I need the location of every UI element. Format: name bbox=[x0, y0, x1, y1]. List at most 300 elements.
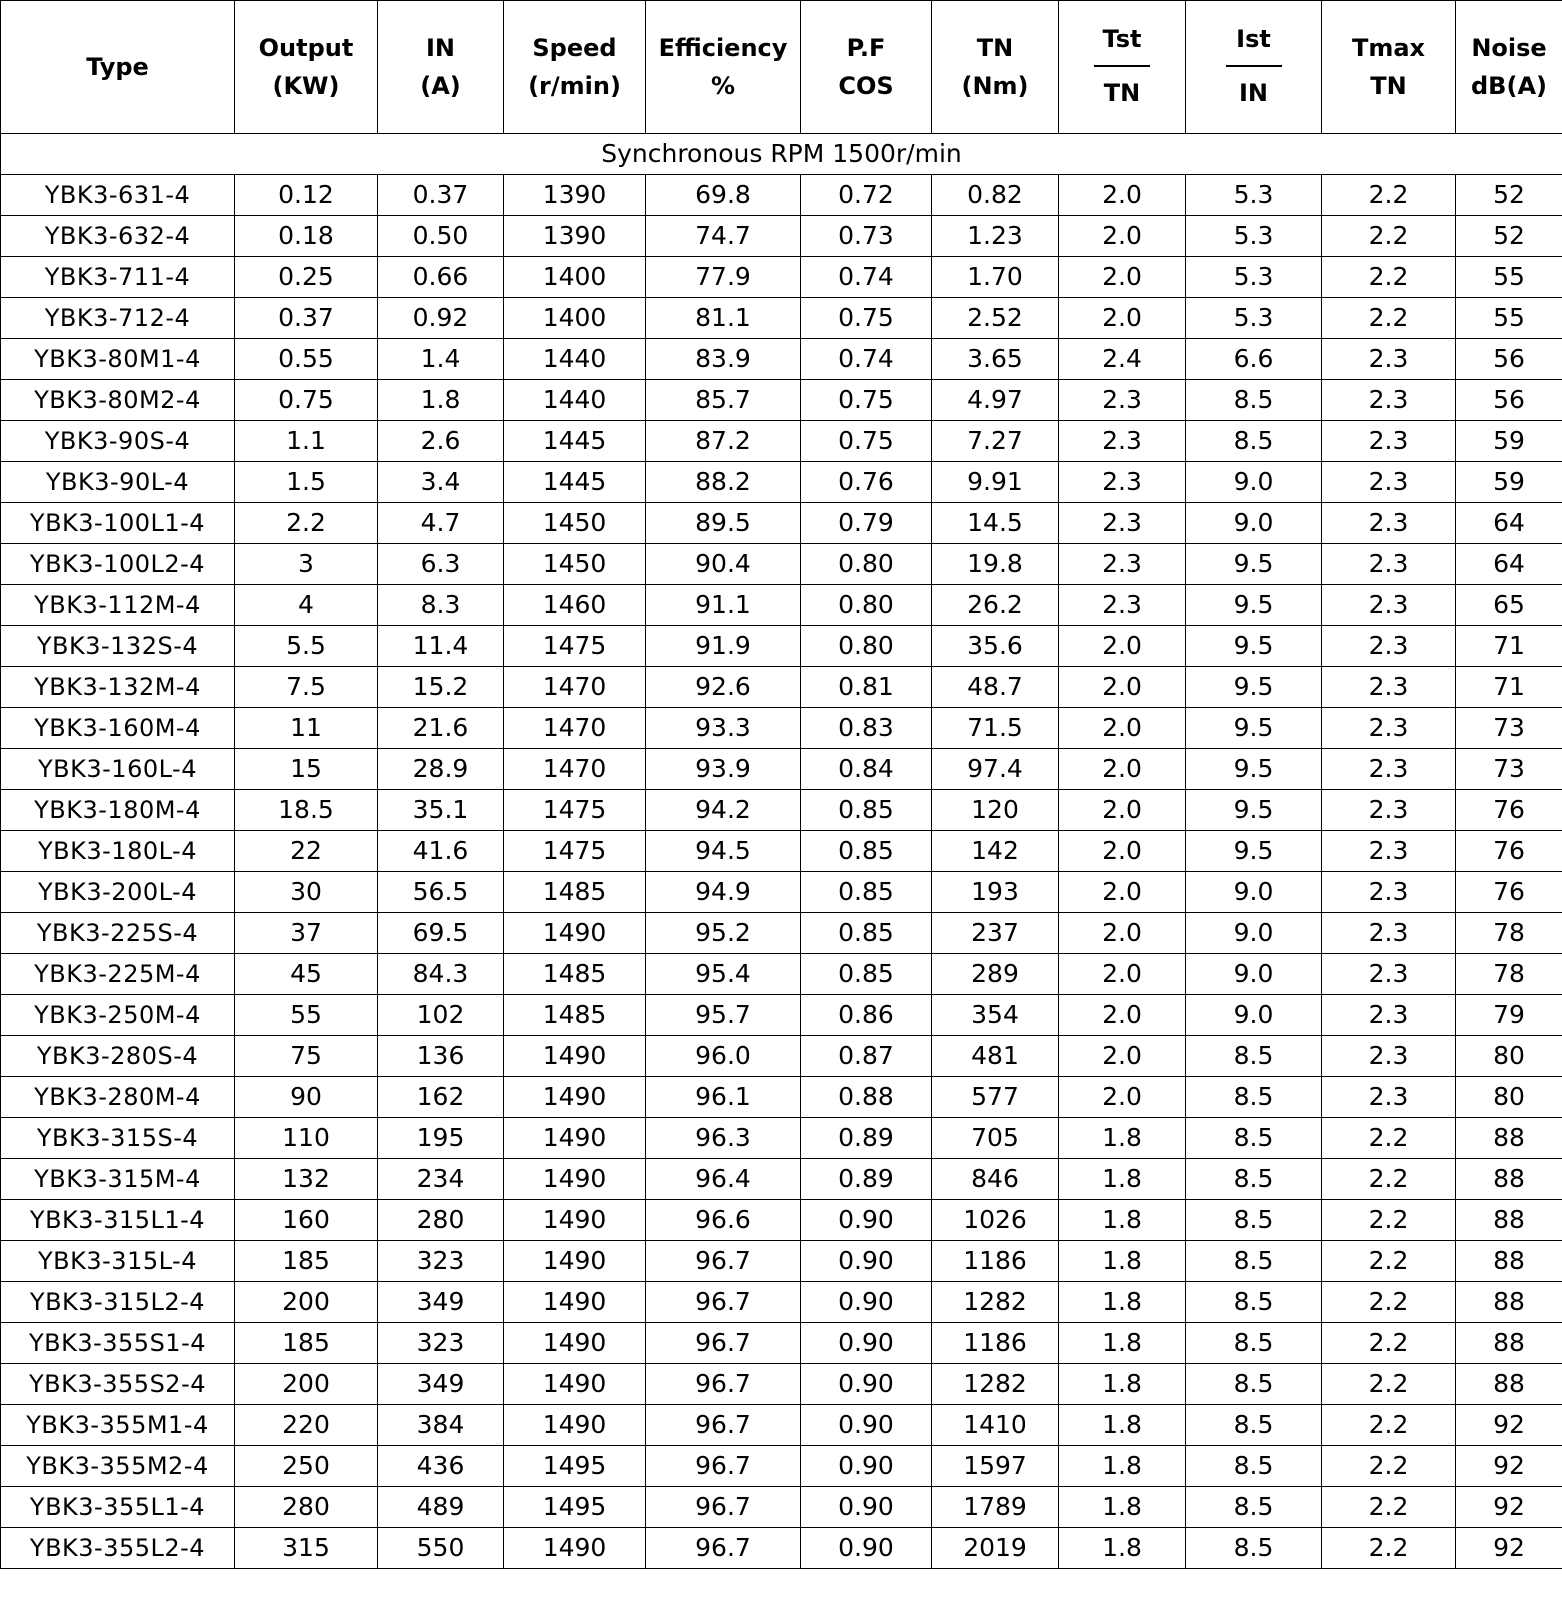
tst-tn-cell: 1.8 bbox=[1059, 1241, 1186, 1282]
type-cell: YBK3-315M-4 bbox=[1, 1159, 235, 1200]
tst-tn-cell: 2.3 bbox=[1059, 544, 1186, 585]
tn-cell: 1186 bbox=[932, 1241, 1059, 1282]
pf-cell: 0.90 bbox=[801, 1200, 932, 1241]
pf-cell: 0.87 bbox=[801, 1036, 932, 1077]
speed-cell: 1390 bbox=[504, 216, 646, 257]
tmax-tn-cell: 2.3 bbox=[1322, 626, 1456, 667]
efficiency-cell: 85.7 bbox=[646, 380, 801, 421]
efficiency-cell: 96.3 bbox=[646, 1118, 801, 1159]
tst-tn-fraction bbox=[1094, 23, 1150, 109]
output-cell: 22 bbox=[235, 831, 378, 872]
output-cell: 0.55 bbox=[235, 339, 378, 380]
output-cell: 250 bbox=[235, 1446, 378, 1487]
tst-tn-cell: 2.0 bbox=[1059, 913, 1186, 954]
noise-cell: 88 bbox=[1456, 1159, 1562, 1200]
header-efficiency-unit: % bbox=[710, 72, 736, 100]
speed-cell: 1400 bbox=[504, 298, 646, 339]
tst-tn-cell: 2.0 bbox=[1059, 667, 1186, 708]
tn-cell: 1789 bbox=[932, 1487, 1059, 1528]
tst-tn-cell: 1.8 bbox=[1059, 1528, 1186, 1569]
in-cell: 1.4 bbox=[378, 339, 504, 380]
speed-cell: 1450 bbox=[504, 503, 646, 544]
tn-cell: 35.6 bbox=[932, 626, 1059, 667]
table-row bbox=[1, 1323, 1562, 1364]
ist-in-cell: 9.0 bbox=[1186, 503, 1322, 544]
in-cell: 489 bbox=[378, 1487, 504, 1528]
noise-cell: 71 bbox=[1456, 667, 1562, 708]
noise-cell: 71 bbox=[1456, 626, 1562, 667]
output-cell: 37 bbox=[235, 913, 378, 954]
tn-cell: 481 bbox=[932, 1036, 1059, 1077]
tn-cell: 705 bbox=[932, 1118, 1059, 1159]
efficiency-cell: 69.8 bbox=[646, 175, 801, 216]
tst-tn-cell: 1.8 bbox=[1059, 1487, 1186, 1528]
efficiency-cell: 94.9 bbox=[646, 872, 801, 913]
in-cell: 1.8 bbox=[378, 380, 504, 421]
type-cell: YBK3-180M-4 bbox=[1, 790, 235, 831]
table-row bbox=[1, 544, 1562, 585]
pf-cell: 0.90 bbox=[801, 1364, 932, 1405]
header-noise-unit: dB(A) bbox=[1471, 72, 1547, 100]
tn-cell: 4.97 bbox=[932, 380, 1059, 421]
header-speed bbox=[504, 1, 646, 134]
in-cell: 0.66 bbox=[378, 257, 504, 298]
type-cell: YBK3-632-4 bbox=[1, 216, 235, 257]
speed-cell: 1475 bbox=[504, 626, 646, 667]
pf-cell: 0.83 bbox=[801, 708, 932, 749]
tmax-tn-cell: 2.3 bbox=[1322, 667, 1456, 708]
efficiency-cell: 96.1 bbox=[646, 1077, 801, 1118]
pf-cell: 0.86 bbox=[801, 995, 932, 1036]
tst-tn-cell: 2.0 bbox=[1059, 257, 1186, 298]
tn-cell: 3.65 bbox=[932, 339, 1059, 380]
ist-in-cell: 8.5 bbox=[1186, 1528, 1322, 1569]
tn-cell: 354 bbox=[932, 995, 1059, 1036]
tst-tn-cell: 1.8 bbox=[1059, 1323, 1186, 1364]
table-row bbox=[1, 1159, 1562, 1200]
tst-tn-cell: 2.3 bbox=[1059, 462, 1186, 503]
in-cell: 35.1 bbox=[378, 790, 504, 831]
tn-cell: 846 bbox=[932, 1159, 1059, 1200]
efficiency-cell: 92.6 bbox=[646, 667, 801, 708]
tn-cell: 26.2 bbox=[932, 585, 1059, 626]
tst-tn-cell: 2.0 bbox=[1059, 831, 1186, 872]
in-cell: 349 bbox=[378, 1364, 504, 1405]
efficiency-cell: 96.7 bbox=[646, 1323, 801, 1364]
header-tmax-tn bbox=[1322, 1, 1456, 134]
speed-cell: 1475 bbox=[504, 790, 646, 831]
tmax-tn-cell: 2.3 bbox=[1322, 831, 1456, 872]
tst-tn-cell: 2.0 bbox=[1059, 626, 1186, 667]
output-cell: 5.5 bbox=[235, 626, 378, 667]
pf-cell: 0.90 bbox=[801, 1487, 932, 1528]
tst-tn-cell: 2.3 bbox=[1059, 380, 1186, 421]
table-row bbox=[1, 257, 1562, 298]
type-cell: YBK3-315L1-4 bbox=[1, 1200, 235, 1241]
header-efficiency bbox=[646, 1, 801, 134]
table-row bbox=[1, 1036, 1562, 1077]
table-row bbox=[1, 790, 1562, 831]
table-row bbox=[1, 380, 1562, 421]
efficiency-cell: 91.9 bbox=[646, 626, 801, 667]
header-output bbox=[235, 1, 378, 134]
tn-cell: 1282 bbox=[932, 1282, 1059, 1323]
in-cell: 11.4 bbox=[378, 626, 504, 667]
pf-cell: 0.85 bbox=[801, 913, 932, 954]
header-row bbox=[1, 1, 1562, 134]
tst-tn-cell: 2.0 bbox=[1059, 872, 1186, 913]
output-cell: 18.5 bbox=[235, 790, 378, 831]
ist-in-cell: 9.0 bbox=[1186, 913, 1322, 954]
output-cell: 4 bbox=[235, 585, 378, 626]
tmax-tn-cell: 2.3 bbox=[1322, 1036, 1456, 1077]
type-cell: YBK3-355M1-4 bbox=[1, 1405, 235, 1446]
ist-in-cell: 5.3 bbox=[1186, 175, 1322, 216]
tst-tn-cell: 2.3 bbox=[1059, 503, 1186, 544]
ist-in-fraction bbox=[1226, 23, 1282, 109]
ist-in-cell: 6.6 bbox=[1186, 339, 1322, 380]
ist-in-cell: 8.5 bbox=[1186, 1446, 1322, 1487]
header-tn bbox=[932, 1, 1059, 134]
noise-cell: 52 bbox=[1456, 216, 1562, 257]
efficiency-cell: 91.1 bbox=[646, 585, 801, 626]
in-cell: 136 bbox=[378, 1036, 504, 1077]
type-cell: YBK3-355S2-4 bbox=[1, 1364, 235, 1405]
type-cell: YBK3-280S-4 bbox=[1, 1036, 235, 1077]
pf-cell: 0.85 bbox=[801, 790, 932, 831]
tn-cell: 1410 bbox=[932, 1405, 1059, 1446]
type-cell: YBK3-355L2-4 bbox=[1, 1528, 235, 1569]
ist-in-cell: 8.5 bbox=[1186, 1200, 1322, 1241]
header-tn-unit: (Nm) bbox=[961, 72, 1029, 100]
header-tmax-unit: TN bbox=[1370, 72, 1407, 100]
header-noise-label: Noise bbox=[1471, 34, 1547, 62]
in-cell: 4.7 bbox=[378, 503, 504, 544]
tst-tn-cell: 1.8 bbox=[1059, 1118, 1186, 1159]
in-cell: 3.4 bbox=[378, 462, 504, 503]
tn-cell: 0.82 bbox=[932, 175, 1059, 216]
tst-tn-cell: 2.0 bbox=[1059, 749, 1186, 790]
tn-cell: 1026 bbox=[932, 1200, 1059, 1241]
noise-cell: 88 bbox=[1456, 1282, 1562, 1323]
tn-cell: 1597 bbox=[932, 1446, 1059, 1487]
pf-cell: 0.75 bbox=[801, 380, 932, 421]
speed-cell: 1490 bbox=[504, 1323, 646, 1364]
ist-in-cell: 8.5 bbox=[1186, 1118, 1322, 1159]
output-cell: 200 bbox=[235, 1364, 378, 1405]
efficiency-cell: 74.7 bbox=[646, 216, 801, 257]
output-cell: 1.1 bbox=[235, 421, 378, 462]
noise-cell: 92 bbox=[1456, 1528, 1562, 1569]
in-cell: 162 bbox=[378, 1077, 504, 1118]
type-cell: YBK3-355S1-4 bbox=[1, 1323, 235, 1364]
tst-tn-cell: 2.0 bbox=[1059, 1077, 1186, 1118]
tmax-tn-cell: 2.2 bbox=[1322, 1241, 1456, 1282]
type-cell: YBK3-80M2-4 bbox=[1, 380, 235, 421]
tmax-tn-cell: 2.3 bbox=[1322, 339, 1456, 380]
pf-cell: 0.74 bbox=[801, 339, 932, 380]
type-cell: YBK3-160M-4 bbox=[1, 708, 235, 749]
speed-cell: 1490 bbox=[504, 1241, 646, 1282]
efficiency-cell: 96.7 bbox=[646, 1364, 801, 1405]
output-cell: 200 bbox=[235, 1282, 378, 1323]
ist-in-cell: 5.3 bbox=[1186, 298, 1322, 339]
tst-tn-cell: 1.8 bbox=[1059, 1364, 1186, 1405]
in-cell: 234 bbox=[378, 1159, 504, 1200]
ist-in-cell: 9.0 bbox=[1186, 954, 1322, 995]
section-title: Synchronous RPM 1500r/min bbox=[1, 134, 1562, 175]
tmax-tn-cell: 2.2 bbox=[1322, 1364, 1456, 1405]
table-row bbox=[1, 1405, 1562, 1446]
output-cell: 7.5 bbox=[235, 667, 378, 708]
ist-in-cell: 8.5 bbox=[1186, 1364, 1322, 1405]
type-cell: YBK3-315L2-4 bbox=[1, 1282, 235, 1323]
efficiency-cell: 96.4 bbox=[646, 1159, 801, 1200]
speed-cell: 1470 bbox=[504, 667, 646, 708]
speed-cell: 1440 bbox=[504, 380, 646, 421]
tn-cell: 289 bbox=[932, 954, 1059, 995]
header-type bbox=[1, 1, 235, 134]
tmax-tn-cell: 2.3 bbox=[1322, 585, 1456, 626]
noise-cell: 78 bbox=[1456, 913, 1562, 954]
output-cell: 0.12 bbox=[235, 175, 378, 216]
table-row bbox=[1, 1077, 1562, 1118]
type-cell: YBK3-90S-4 bbox=[1, 421, 235, 462]
ist-numerator: Ist bbox=[1236, 24, 1271, 53]
tn-cell: 193 bbox=[932, 872, 1059, 913]
in-cell: 15.2 bbox=[378, 667, 504, 708]
table-row bbox=[1, 913, 1562, 954]
fraction-bar bbox=[1226, 65, 1282, 67]
type-cell: YBK3-355L1-4 bbox=[1, 1487, 235, 1528]
ist-in-cell: 8.5 bbox=[1186, 380, 1322, 421]
tn-cell: 142 bbox=[932, 831, 1059, 872]
tst-tn-cell: 2.0 bbox=[1059, 790, 1186, 831]
output-cell: 185 bbox=[235, 1241, 378, 1282]
header-in-unit: (A) bbox=[420, 72, 461, 100]
tst-tn-cell: 2.0 bbox=[1059, 954, 1186, 995]
ist-in-cell: 9.5 bbox=[1186, 749, 1322, 790]
table-row bbox=[1, 421, 1562, 462]
ist-in-cell: 5.3 bbox=[1186, 257, 1322, 298]
table-row bbox=[1, 1446, 1562, 1487]
pf-cell: 0.80 bbox=[801, 544, 932, 585]
noise-cell: 52 bbox=[1456, 175, 1562, 216]
type-cell: YBK3-225S-4 bbox=[1, 913, 235, 954]
ist-in-cell: 9.5 bbox=[1186, 708, 1322, 749]
header-efficiency-label: Efficiency bbox=[658, 34, 788, 62]
efficiency-cell: 96.7 bbox=[646, 1487, 801, 1528]
tmax-tn-cell: 2.2 bbox=[1322, 257, 1456, 298]
noise-cell: 88 bbox=[1456, 1241, 1562, 1282]
fraction-bar bbox=[1094, 65, 1150, 67]
in-cell: 41.6 bbox=[378, 831, 504, 872]
efficiency-cell: 87.2 bbox=[646, 421, 801, 462]
type-cell: YBK3-132M-4 bbox=[1, 667, 235, 708]
ist-in-cell: 8.5 bbox=[1186, 1487, 1322, 1528]
type-cell: YBK3-90L-4 bbox=[1, 462, 235, 503]
in-cell: 2.6 bbox=[378, 421, 504, 462]
efficiency-cell: 89.5 bbox=[646, 503, 801, 544]
table-row bbox=[1, 1241, 1562, 1282]
type-cell: YBK3-631-4 bbox=[1, 175, 235, 216]
in-cell: 436 bbox=[378, 1446, 504, 1487]
pf-cell: 0.76 bbox=[801, 462, 932, 503]
table-row bbox=[1, 216, 1562, 257]
output-cell: 132 bbox=[235, 1159, 378, 1200]
output-cell: 0.37 bbox=[235, 298, 378, 339]
tst-tn-cell: 2.3 bbox=[1059, 421, 1186, 462]
pf-cell: 0.85 bbox=[801, 831, 932, 872]
tst-tn-cell: 1.8 bbox=[1059, 1282, 1186, 1323]
tmax-tn-cell: 2.2 bbox=[1322, 1159, 1456, 1200]
output-cell: 2.2 bbox=[235, 503, 378, 544]
efficiency-cell: 96.7 bbox=[646, 1405, 801, 1446]
in-cell: 0.92 bbox=[378, 298, 504, 339]
in-cell: 56.5 bbox=[378, 872, 504, 913]
table-row bbox=[1, 749, 1562, 790]
tmax-tn-cell: 2.2 bbox=[1322, 1487, 1456, 1528]
ist-in-cell: 9.5 bbox=[1186, 544, 1322, 585]
tmax-tn-cell: 2.3 bbox=[1322, 503, 1456, 544]
speed-cell: 1450 bbox=[504, 544, 646, 585]
tmax-tn-cell: 2.3 bbox=[1322, 872, 1456, 913]
tst-tn-cell: 1.8 bbox=[1059, 1446, 1186, 1487]
tmax-tn-cell: 2.2 bbox=[1322, 1282, 1456, 1323]
pf-cell: 0.90 bbox=[801, 1528, 932, 1569]
efficiency-cell: 83.9 bbox=[646, 339, 801, 380]
ist-in-cell: 8.5 bbox=[1186, 1405, 1322, 1446]
table-row bbox=[1, 831, 1562, 872]
speed-cell: 1495 bbox=[504, 1487, 646, 1528]
pf-cell: 0.84 bbox=[801, 749, 932, 790]
ist-in-cell: 9.5 bbox=[1186, 585, 1322, 626]
output-cell: 11 bbox=[235, 708, 378, 749]
table-row bbox=[1, 175, 1562, 216]
type-cell: YBK3-200L-4 bbox=[1, 872, 235, 913]
efficiency-cell: 96.7 bbox=[646, 1241, 801, 1282]
speed-cell: 1475 bbox=[504, 831, 646, 872]
efficiency-cell: 94.2 bbox=[646, 790, 801, 831]
type-cell: YBK3-180L-4 bbox=[1, 831, 235, 872]
output-cell: 0.75 bbox=[235, 380, 378, 421]
tn-cell: 1.23 bbox=[932, 216, 1059, 257]
output-cell: 280 bbox=[235, 1487, 378, 1528]
pf-cell: 0.72 bbox=[801, 175, 932, 216]
efficiency-cell: 77.9 bbox=[646, 257, 801, 298]
speed-cell: 1445 bbox=[504, 421, 646, 462]
in-cell: 8.3 bbox=[378, 585, 504, 626]
efficiency-cell: 93.9 bbox=[646, 749, 801, 790]
table-row bbox=[1, 585, 1562, 626]
tmax-tn-cell: 2.3 bbox=[1322, 708, 1456, 749]
header-tn-label: TN bbox=[976, 34, 1014, 62]
pf-cell: 0.89 bbox=[801, 1159, 932, 1200]
pf-cell: 0.89 bbox=[801, 1118, 932, 1159]
tn-cell: 97.4 bbox=[932, 749, 1059, 790]
output-cell: 90 bbox=[235, 1077, 378, 1118]
tmax-tn-cell: 2.3 bbox=[1322, 544, 1456, 585]
section-row bbox=[1, 134, 1562, 175]
type-cell: YBK3-112M-4 bbox=[1, 585, 235, 626]
speed-cell: 1490 bbox=[504, 1528, 646, 1569]
type-cell: YBK3-100L1-4 bbox=[1, 503, 235, 544]
pf-cell: 0.90 bbox=[801, 1282, 932, 1323]
tn-cell: 2019 bbox=[932, 1528, 1059, 1569]
speed-cell: 1400 bbox=[504, 257, 646, 298]
efficiency-cell: 96.7 bbox=[646, 1446, 801, 1487]
tn-cell: 1186 bbox=[932, 1323, 1059, 1364]
noise-cell: 59 bbox=[1456, 421, 1562, 462]
ist-in-cell: 5.3 bbox=[1186, 216, 1322, 257]
noise-cell: 76 bbox=[1456, 831, 1562, 872]
pf-cell: 0.90 bbox=[801, 1241, 932, 1282]
noise-cell: 76 bbox=[1456, 872, 1562, 913]
noise-cell: 64 bbox=[1456, 503, 1562, 544]
speed-cell: 1490 bbox=[504, 1036, 646, 1077]
tmax-tn-cell: 2.2 bbox=[1322, 1528, 1456, 1569]
in-cell: 195 bbox=[378, 1118, 504, 1159]
in-cell: 349 bbox=[378, 1282, 504, 1323]
table-row bbox=[1, 1487, 1562, 1528]
output-cell: 45 bbox=[235, 954, 378, 995]
tmax-tn-cell: 2.3 bbox=[1322, 462, 1456, 503]
output-cell: 0.25 bbox=[235, 257, 378, 298]
pf-cell: 0.90 bbox=[801, 1405, 932, 1446]
output-cell: 0.18 bbox=[235, 216, 378, 257]
header-ist-in bbox=[1186, 1, 1322, 134]
output-cell: 15 bbox=[235, 749, 378, 790]
pf-cell: 0.75 bbox=[801, 421, 932, 462]
header-speed-unit: (r/min) bbox=[528, 72, 621, 100]
noise-cell: 73 bbox=[1456, 749, 1562, 790]
tn-cell: 577 bbox=[932, 1077, 1059, 1118]
tst-tn-cell: 2.0 bbox=[1059, 298, 1186, 339]
tmax-tn-cell: 2.2 bbox=[1322, 175, 1456, 216]
in-cell: 84.3 bbox=[378, 954, 504, 995]
tn-denominator: TN bbox=[1103, 78, 1141, 107]
efficiency-cell: 95.2 bbox=[646, 913, 801, 954]
tmax-tn-cell: 2.3 bbox=[1322, 380, 1456, 421]
tst-tn-cell: 1.8 bbox=[1059, 1200, 1186, 1241]
noise-cell: 56 bbox=[1456, 380, 1562, 421]
header-output-label: Output bbox=[258, 34, 354, 62]
tst-tn-cell: 2.0 bbox=[1059, 216, 1186, 257]
type-cell: YBK3-80M1-4 bbox=[1, 339, 235, 380]
efficiency-cell: 95.4 bbox=[646, 954, 801, 995]
pf-cell: 0.80 bbox=[801, 585, 932, 626]
noise-cell: 80 bbox=[1456, 1036, 1562, 1077]
header-tmax-label: Tmax bbox=[1351, 34, 1426, 62]
header-pf-label: P.F bbox=[846, 34, 886, 62]
noise-cell: 55 bbox=[1456, 298, 1562, 339]
tmax-tn-cell: 2.3 bbox=[1322, 749, 1456, 790]
header-speed-label: Speed bbox=[532, 34, 617, 62]
ist-in-cell: 9.0 bbox=[1186, 872, 1322, 913]
tst-tn-cell: 2.0 bbox=[1059, 708, 1186, 749]
tmax-tn-cell: 2.2 bbox=[1322, 1405, 1456, 1446]
tst-numerator: Tst bbox=[1102, 24, 1142, 53]
tst-tn-cell: 2.0 bbox=[1059, 995, 1186, 1036]
output-cell: 185 bbox=[235, 1323, 378, 1364]
noise-cell: 73 bbox=[1456, 708, 1562, 749]
type-cell: YBK3-225M-4 bbox=[1, 954, 235, 995]
type-cell: YBK3-711-4 bbox=[1, 257, 235, 298]
pf-cell: 0.90 bbox=[801, 1446, 932, 1487]
efficiency-cell: 96.0 bbox=[646, 1036, 801, 1077]
speed-cell: 1490 bbox=[504, 1159, 646, 1200]
noise-cell: 88 bbox=[1456, 1323, 1562, 1364]
